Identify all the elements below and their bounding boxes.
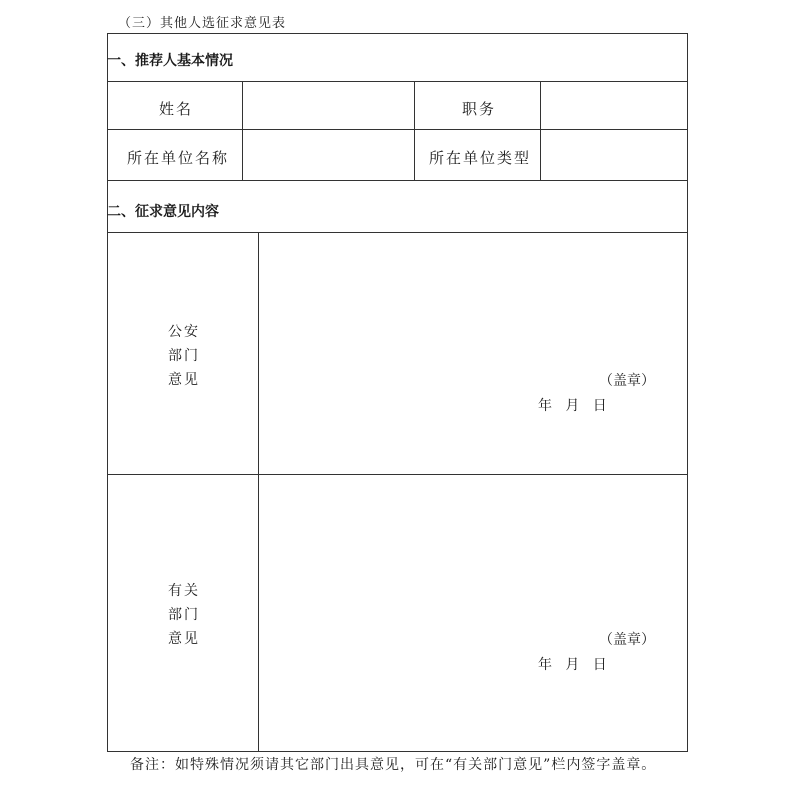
unit-name-field[interactable] [244, 131, 413, 179]
column-divider [414, 81, 415, 181]
form-border-left [107, 33, 108, 752]
form-title: （三）其他人选征求意见表 [118, 16, 287, 31]
row-divider [107, 474, 688, 475]
related-dept-opinion-area[interactable] [260, 476, 686, 750]
name-field[interactable] [244, 83, 413, 128]
footnote: 备注：如特殊情况须请其它部门出具意见，可在“有关部门意见”栏内签字盖章。 [130, 757, 657, 773]
label-line: 意见 [168, 631, 200, 647]
label-line: 公安 [168, 324, 200, 340]
seal-placeholder: （盖章） [599, 632, 655, 648]
row-divider [107, 232, 688, 233]
label-line: 有关 [168, 583, 200, 599]
date-placeholder: 年 月 日 [538, 398, 607, 414]
related-dept-opinion-label [168, 579, 200, 651]
section-heading-basic-info: 一、推荐人基本情况 [107, 53, 233, 69]
row-divider [107, 129, 688, 130]
label-line: 部门 [168, 348, 200, 364]
column-divider [242, 81, 243, 181]
form-border-bottom [107, 751, 688, 752]
public-security-opinion-area[interactable] [260, 234, 686, 473]
label-line: 意见 [168, 372, 200, 388]
column-divider [258, 232, 259, 752]
section-heading-opinions: 二、征求意见内容 [107, 204, 219, 220]
unit-type-label: 所在单位类型 [429, 149, 532, 167]
label-line: 部门 [168, 607, 200, 623]
row-divider [107, 180, 688, 181]
date-placeholder: 年 月 日 [538, 657, 607, 673]
column-divider [540, 81, 541, 181]
unit-name-label: 所在单位名称 [127, 149, 230, 167]
seal-placeholder: （盖章） [599, 373, 655, 389]
name-label: 姓名 [159, 100, 194, 118]
form-border-right [687, 33, 688, 752]
position-field[interactable] [542, 83, 686, 128]
unit-type-field[interactable] [542, 131, 686, 179]
opinion-form [107, 33, 688, 752]
row-divider [107, 81, 688, 82]
position-label: 职务 [462, 100, 497, 118]
public-security-opinion-label [168, 320, 200, 392]
form-border-top [107, 33, 688, 34]
